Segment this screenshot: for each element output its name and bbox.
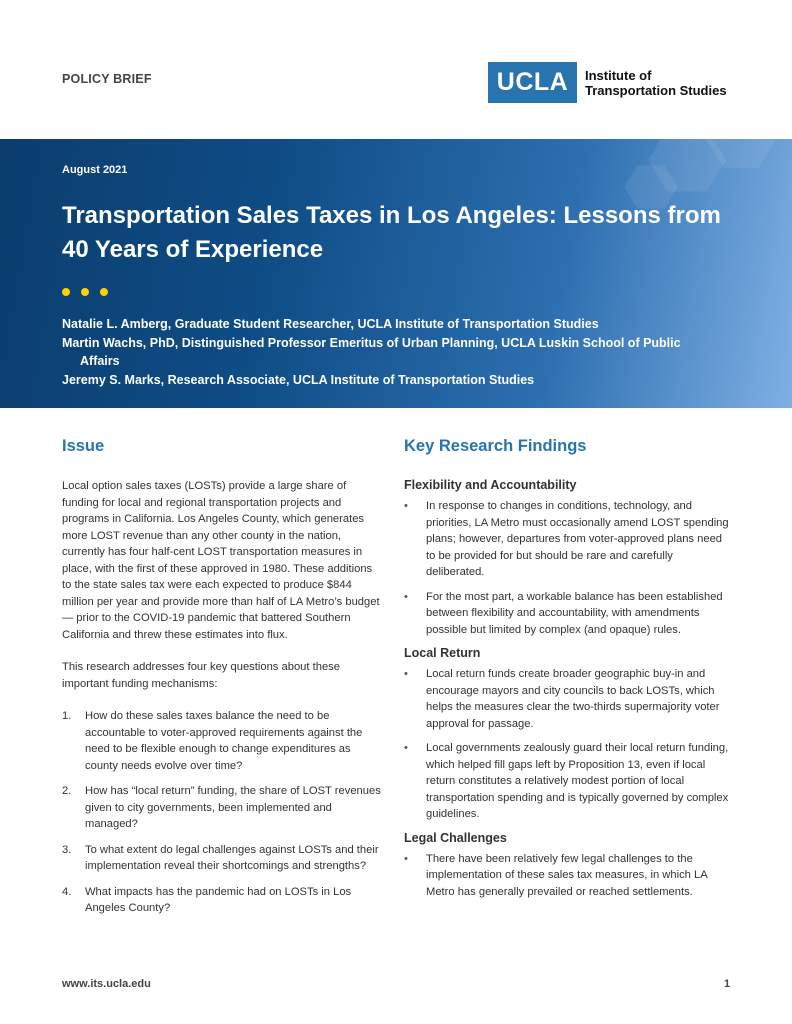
findings-subheading: Flexibility and Accountability xyxy=(404,478,577,492)
question-number: 2. xyxy=(62,785,72,797)
institute-name-line1: Institute of xyxy=(585,67,652,83)
findings-heading: Key Research Findings xyxy=(404,437,587,455)
author-entry: Natalie L. Amberg, Graduate Student Researcher, UCLA Institute of Transportation Studies xyxy=(62,317,599,331)
question-number: 3. xyxy=(62,843,72,856)
doc-type-label: POLICY BRIEF xyxy=(62,72,152,86)
footer-url-link[interactable]: www.its.ucla.edu xyxy=(62,978,151,990)
page-title: Transportation Sales Taxes in Los Angeles: Lessons from 40 Years of Experience xyxy=(62,202,721,263)
dot-icon xyxy=(62,288,70,296)
ucla-its-logo xyxy=(488,62,727,103)
question-item xyxy=(62,783,384,833)
ucla-logo-mark: UCLA xyxy=(488,62,577,103)
question-text: How has “local return” funding, the share of LOST revenues given to city governments, been implemented and managed? xyxy=(85,785,381,830)
author-entry: Martin Wachs, PhD, Distinguished Professor Emeritus of Urban Planning, UCLA Luskin School of Public Affairs xyxy=(62,335,681,368)
issue-paragraph: This research addresses four key questions about these important funding mechanisms: xyxy=(62,661,340,690)
finding-item: • There have been relatively few legal challenges to the implementation of these sales tax measures, in which LA Metro has generally prevailed or reached settlements. xyxy=(404,851,730,901)
institute-name xyxy=(585,68,727,98)
question-text: How do these sales taxes balance the need to be accountable to voter-approved requirements against the need to be flexible enough to change expenditures as county needs evolve over time? xyxy=(85,710,363,772)
dot-icon xyxy=(100,288,108,296)
question-number: 4. xyxy=(62,885,72,898)
findings-subheading: Local Return xyxy=(404,646,481,660)
research-questions xyxy=(62,708,384,917)
question-text: To what extent do legal challenges against LOSTs and their implementation reveal their shortcomings and strengths? xyxy=(85,843,379,872)
finding-item: • Local governments zealously guard their local return funding, which helped fill gaps left by Proposition 13, even if local return constitutes a relatively modest portion of local transportation spending and is typically governed by complex guidelines. xyxy=(404,740,730,823)
findings-list xyxy=(404,851,730,901)
issue-heading: Issue xyxy=(62,437,105,455)
question-number: 1. xyxy=(62,710,72,722)
finding-item: • Local return funds create broader geographic buy-in and encourage mayors and city councils to back LOSTs, which helps the measures clear the two-thirds supermajority voter approval for passage. xyxy=(404,666,730,732)
findings-subheading: Legal Challenges xyxy=(404,830,507,845)
issue-column xyxy=(62,437,384,926)
finding-item: • In response to changes in conditions, technology, and priorities, LA Metro must occasionally amend LOST spending plans; however, departures from voter-approved plans need to be provided for but should be rare and carefully deliberated. xyxy=(404,498,730,581)
findings-list xyxy=(404,666,730,823)
institute-name-line2: Transportation Studies xyxy=(585,82,727,98)
findings-list xyxy=(404,498,730,638)
title-banner xyxy=(0,139,792,408)
question-item xyxy=(62,708,384,774)
finding-item: • For the most part, a workable balance has been established between flexibility and accountability, with amendments possible but limited by complex (and opaque) rules. xyxy=(404,589,730,639)
author-entry: Jeremy S. Marks, Research Associate, UCLA Institute of Transportation Studies xyxy=(62,372,535,387)
question-text: What impacts has the pandemic had on LOSTs in Los Angeles County? xyxy=(85,885,352,914)
page-number: 1 xyxy=(724,978,731,990)
author-list xyxy=(62,315,682,389)
issue-paragraph: Local option sales taxes (LOSTs) provide a large share of funding for local and regional transportation projects and programs in California. Los Angeles County, which generates more LOST revenue than any other county in the nation, currently has four half-cent LOST transportation measures in place, with the first of these approved in 1980. These additions to the state sales tax were each expected to produce $844 million per year and provide more than half of LA Metro’s budget — prior to the COVID-19 pandemic that battered Southern California and threw these estimates into flux. xyxy=(62,480,380,641)
findings-column xyxy=(404,437,730,908)
dot-icon xyxy=(81,288,89,296)
question-item xyxy=(62,884,384,917)
question-item xyxy=(62,842,384,875)
publication-date: August 2021 xyxy=(62,164,128,176)
decorative-dots xyxy=(62,288,108,296)
